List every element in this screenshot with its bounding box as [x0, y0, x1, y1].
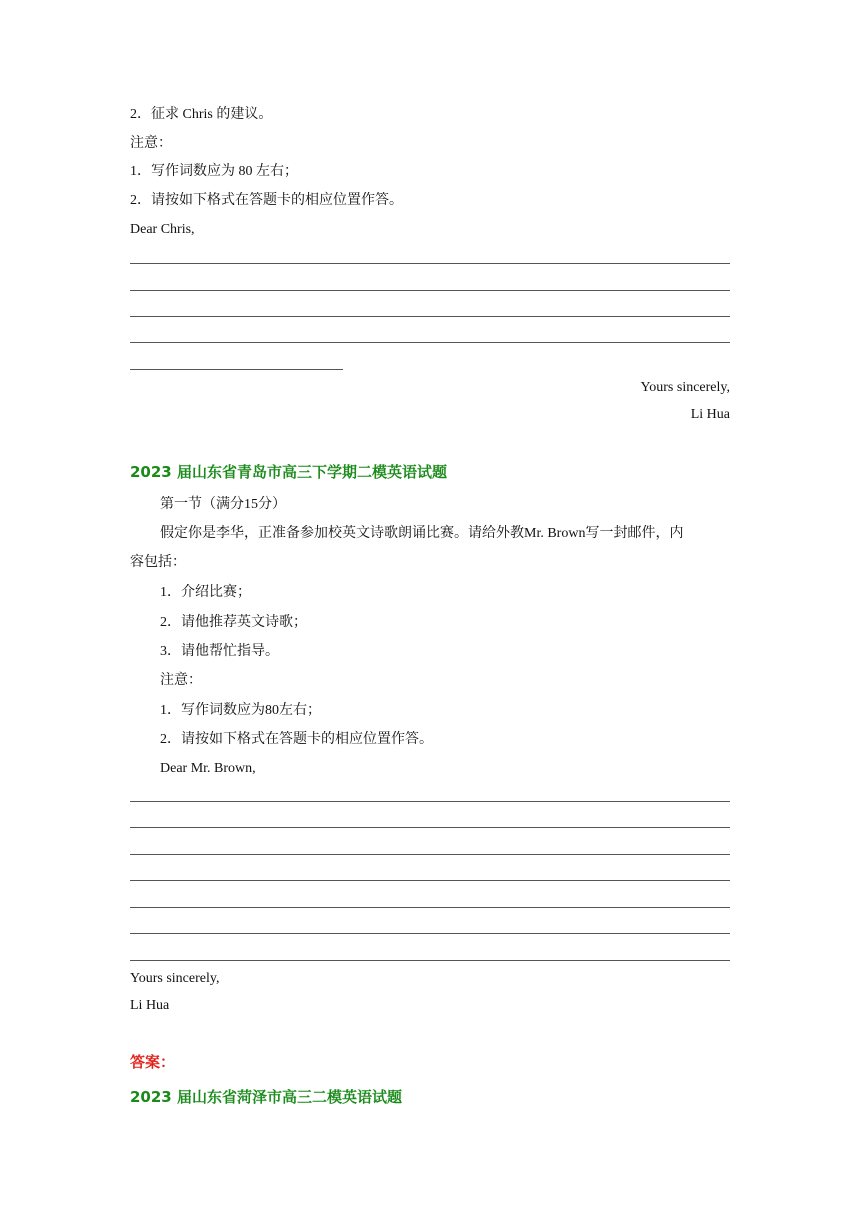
- answer-line: [130, 854, 730, 855]
- answer-line: [130, 316, 730, 317]
- answer-line: [130, 880, 730, 881]
- answer-label: 答案：: [130, 1053, 176, 1071]
- note-item-1: 1．写作词数应为 80 左右；: [130, 164, 298, 179]
- note-label: 注意：: [160, 673, 202, 688]
- section-title: 2023 届山东省青岛市高三下学期二模英语试题: [130, 463, 447, 481]
- note-label: 注意：: [130, 136, 172, 151]
- answer-line: [130, 342, 730, 343]
- letter-greeting: Dear Mr. Brown,: [160, 761, 256, 776]
- answer-line-short: [130, 369, 343, 370]
- requirement-item-3: 3．请他帮忙指导。: [160, 644, 279, 659]
- answer-line: [130, 827, 730, 828]
- prompt-line: 容包括：: [130, 555, 186, 570]
- answer-line: [130, 801, 730, 802]
- letter-closing: Yours sincerely,: [130, 971, 220, 986]
- answer-line: [130, 960, 730, 961]
- answer-line: [130, 263, 730, 264]
- note-item-2: 2．请按如下格式在答题卡的相应位置作答。: [160, 732, 433, 747]
- prompt-line: 假定你是李华，正准备参加校英文诗歌朗诵比赛。请给外教Mr. Brown写一封邮件，内: [160, 526, 684, 541]
- answer-line: [130, 933, 730, 934]
- requirement-item-1: 1．介绍比赛；: [160, 585, 251, 600]
- requirement-item-2: 2．请他推荐英文诗歌；: [160, 615, 307, 630]
- answer-line: [130, 907, 730, 908]
- letter-closing: Yours sincerely,: [640, 380, 730, 395]
- letter-greeting: Dear Chris,: [130, 222, 195, 237]
- requirement-item-2: 2．征求 Chris 的建议。: [130, 107, 273, 122]
- section-title: 2023 届山东省菏泽市高三二模英语试题: [130, 1088, 402, 1106]
- answer-line: [130, 290, 730, 291]
- part-label: 第一节（满分15分）: [160, 497, 286, 512]
- letter-signature: Li Hua: [130, 998, 170, 1013]
- note-item-1: 1．写作词数应为80左右；: [160, 703, 321, 718]
- note-item-2: 2．请按如下格式在答题卡的相应位置作答。: [130, 193, 403, 208]
- letter-signature: Li Hua: [690, 407, 730, 422]
